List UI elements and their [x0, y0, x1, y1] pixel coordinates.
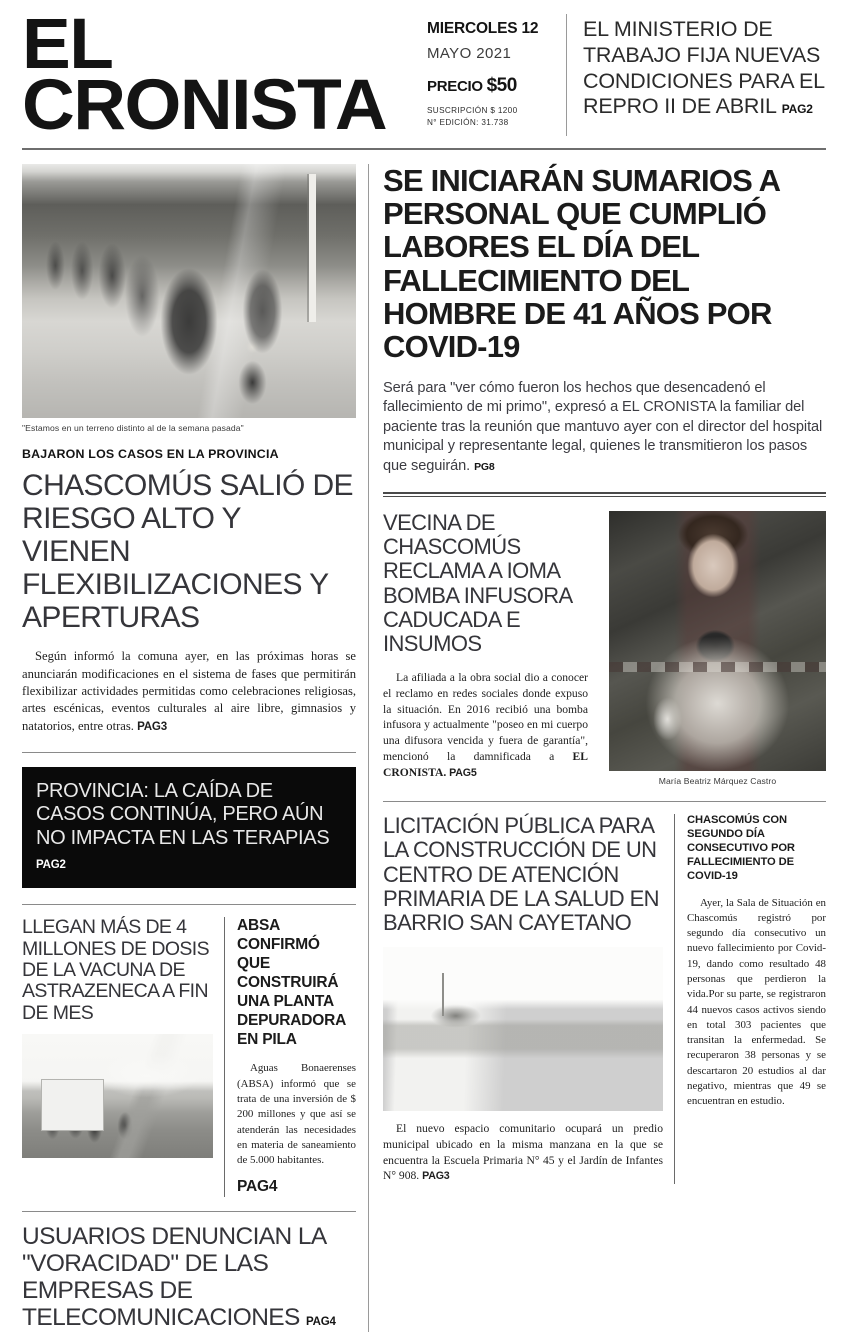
promo-headline: EL MINISTERIO DE TRABAJO FIJA NUEVAS CONDICIONES PARA EL REPRO II DE ABRIL: [583, 17, 825, 119]
ioma-row: [383, 511, 826, 787]
ioma-photo-block: [599, 511, 826, 787]
masthead-logo[interactable]: [22, 5, 417, 146]
vaccine-story: [22, 917, 224, 1197]
ioma-headline[interactable]: VECINA DE CHASCOMÚS RECLAMA A IOMA BOMBA INFUSORA CADUCADA E INSUMOS: [383, 510, 572, 656]
absa-headline[interactable]: ABSA CONFIRMÓ QUE CONSTRUIRÁ UNA PLANTA DEPURADORA EN PILA: [237, 917, 346, 1048]
promo-headline-wrap: [583, 17, 826, 120]
street-photo-caption: "Estamos en un terreno distinto al de la semana pasada": [22, 423, 244, 434]
lead-headline[interactable]: SE INICIARÁN SUMARIOS A PERSONAL QUE CUMPLIÓ LABORES EL DÍA DEL FALLECIMIENTO DEL HOMBRE DE 41 AÑOS POR COVID-19: [383, 163, 780, 364]
lead-lede: [383, 379, 826, 476]
publication-day: MIERCOLES 12: [427, 20, 539, 37]
right-divider-1: [383, 801, 826, 802]
left-divider-3: [22, 1211, 356, 1212]
ioma-body: [383, 670, 588, 780]
main-content-columns: [22, 164, 826, 1332]
provincia-headline: PROVINCIA: LA CAÍDA DE CASOS CONTINÚA, PERO AÚN NO IMPACTA EN LAS TERAPIAS: [36, 779, 330, 849]
telecom-story[interactable]: [22, 1224, 356, 1332]
licitacion-story: [383, 814, 674, 1184]
absa-body: Aguas Bonaerenses (ABSA) informó que se trata de una inversión de $ 200 millones y que así se atenderán las necesidades en materia de saneamiento de 5.000 habitantes.: [237, 1062, 356, 1167]
edition-number: N° EDICIÓN: 31.738: [427, 117, 509, 127]
provincia-page-ref: PAG2: [36, 858, 66, 871]
masthead-bottom-rule: [22, 148, 826, 150]
left-divider-2: [22, 904, 356, 905]
licitacion-caption-text: El nuevo espacio comunitario ocupará un predio municipal ubicado en la misma manzana en la que se encuentra la Escuela Primaria N° 45 y el Jardín de Infantes N° 908.: [383, 1122, 663, 1183]
price-value: $50: [486, 75, 517, 96]
left-column: [22, 164, 368, 1332]
ioma-page-ref: PAG5: [449, 766, 477, 779]
newspaper-title: EL CRONISTA: [22, 5, 387, 146]
covid-story: [674, 814, 826, 1184]
subscription-info: [427, 105, 552, 129]
bottom-row: [383, 814, 826, 1184]
ioma-photo: [609, 511, 826, 771]
masthead-promo[interactable]: [567, 14, 826, 136]
chascomus-page-ref: PAG3: [137, 720, 167, 733]
vaccine-headline[interactable]: LLEGAN MÁS DE 4 MILLONES DE DOSIS DE LA VACUNA DE ASTRAZENECA A FIN DE MES: [22, 916, 210, 1024]
masthead: [22, 0, 826, 148]
ioma-body-text: La afiliada a la obra social dio a conocer el reclamo en redes sociales donde expuso la situación. En 2016 recibió una bomba infusora y actualmente "poseo en mi cuerpo una difusora vencida y fuera de garantía", mencionó la damnificada a: [383, 671, 588, 764]
lead-lede-text: Será para "ver cómo fueron los hechos que desencadenó el fallecimiento de mi primo", expresó a EL CRONISTA la familiar del paciente tras la reunión que mantuvo ayer con el director del hospital municipal y representante legal, quienes le transmitieron los pasos que seguirán.: [383, 380, 823, 474]
right-column: [369, 164, 826, 1332]
absa-story: [224, 917, 356, 1197]
chascomus-body-text: Según informó la comuna ayer, en las próximas horas se anunciarán modificaciones en el sistema de fases que permitirán flexibilizar actividades permitidas como celebraciones religiosas, artes escénicas, eventos culturales al aire libre, gimnasios y natatorios, entre otras.: [22, 649, 356, 733]
licitacion-caption: [383, 1121, 663, 1184]
vaccine-photo: [22, 1034, 213, 1158]
provincia-box[interactable]: [22, 767, 356, 888]
ioma-photo-caption: María Beatriz Márquez Castro: [658, 776, 777, 787]
licitacion-headline[interactable]: LICITACIÓN PÚBLICA PARA LA CONSTRUCCIÓN DE UN CENTRO DE ATENCIÓN PRIMARIA DE LA SALUD EN BARRIO SAN CAYETANO: [383, 813, 659, 935]
promo-page-ref: PAG2: [781, 102, 813, 117]
ioma-body-emph: EL CRONISTA.: [383, 750, 588, 779]
publication-month-year: MAYO 2021: [427, 45, 512, 62]
price-row: [427, 75, 552, 97]
chascomus-headline[interactable]: CHASCOMÚS SALIÓ DE RIESGO ALTO Y VIENEN FLEXIBILIZACIONES Y APERTURAS: [22, 469, 353, 635]
licitacion-photo: [383, 947, 663, 1111]
ioma-text-block: [383, 511, 599, 787]
left-divider-1: [22, 752, 356, 753]
lead-page-ref: PG8: [474, 460, 495, 473]
chascomus-kicker: BAJARON LOS CASOS EN LA PROVINCIA: [22, 447, 279, 462]
street-photo: [22, 164, 356, 418]
covid-body: Ayer, la Sala de Situación en Chascomús registró por segundo día consecutivo un nuevo fallecimiento por Covid-19, dando como resultado 48 personas que perdieron la vida.Por su parte, se registraron 44 nuevos casos activos siendo en total 303 pacientes que transitan la enfermedad. Se recuperaron 38 personas y se descartaron 20 estudios al dar negativo, mientras que 49 se encuentran en estudio.: [687, 896, 826, 1108]
vaccine-absa-row: [22, 917, 356, 1197]
price-label: PRECIO: [427, 78, 483, 95]
chascomus-body: [22, 648, 356, 735]
masthead-date-block: [417, 14, 567, 136]
lead-bottom-rule: [383, 492, 826, 497]
absa-page-ref: PAG4: [237, 1178, 278, 1196]
covid-headline[interactable]: CHASCOMÚS CON SEGUNDO DÍA CONSECUTIVO POR FALLECIMIENTO DE COVID-19: [687, 814, 795, 882]
subscription-price: SUSCRIPCIÓN $ 1200: [427, 106, 518, 115]
licitacion-page-ref: PAG3: [422, 1170, 450, 1183]
telecom-page-ref: PAG4: [306, 1316, 336, 1329]
telecom-headline: USUARIOS DENUNCIAN LA "VORACIDAD" DE LAS EMPRESAS DE TELECOMUNICACIONES: [22, 1223, 326, 1332]
